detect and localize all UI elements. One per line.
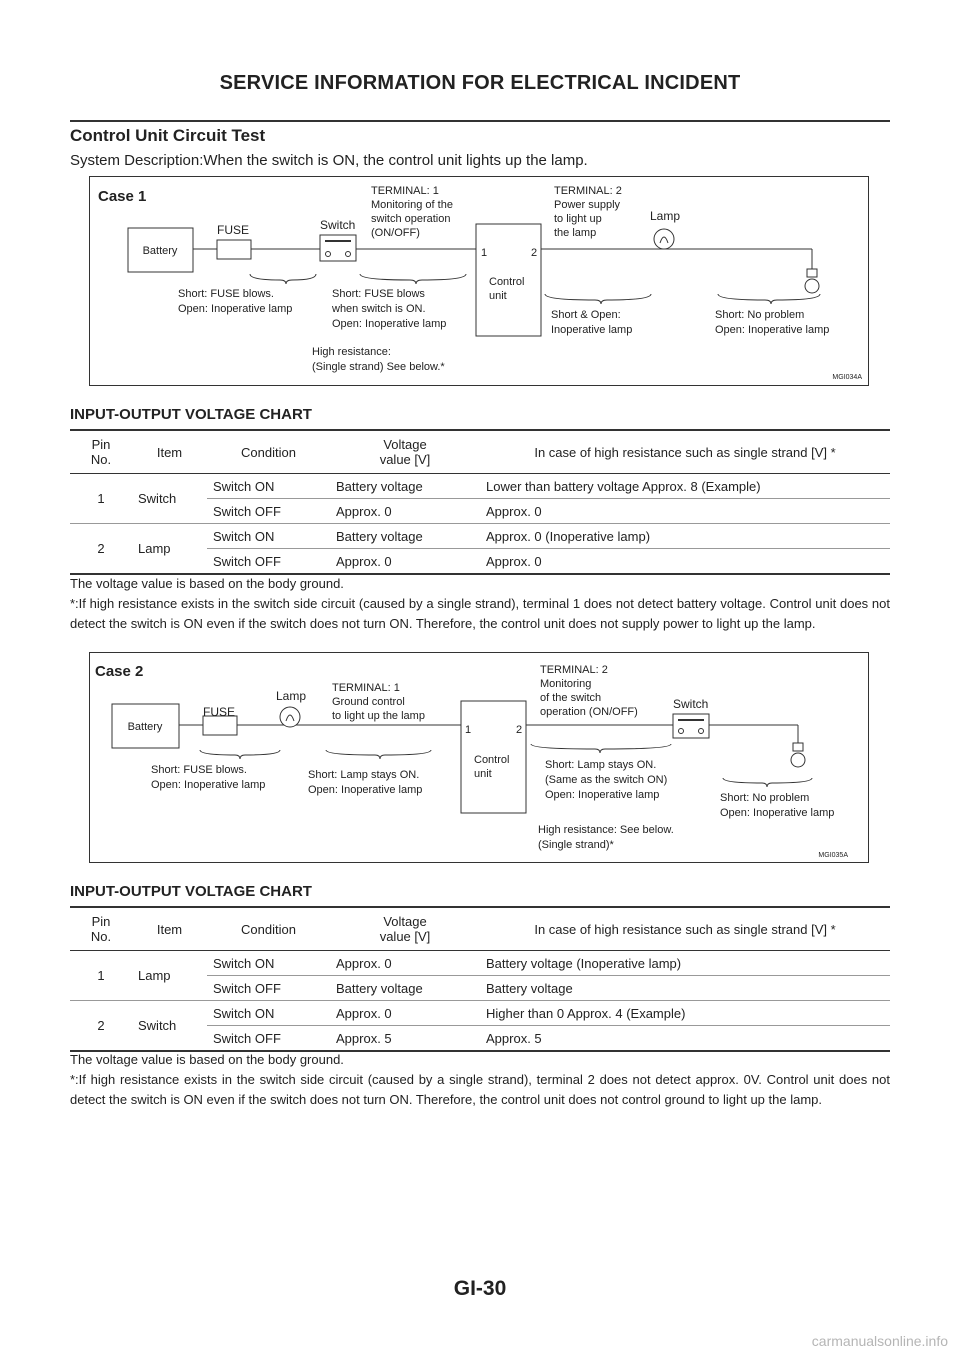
lamp-section-brace (545, 294, 651, 304)
voltage-cell: Battery voltage (330, 976, 480, 1001)
switch-section-brace (531, 744, 671, 753)
control-unit-label: Control unit (489, 276, 525, 302)
chart2-header-row (70, 907, 890, 951)
high-resistance-cell: Lower than battery voltage Approx. 8 (Example) (480, 474, 890, 499)
lamp-icon (654, 229, 674, 249)
high-resistance-cell: Approx. 0 (Inoperative lamp) (480, 524, 890, 549)
note-ground: Short: No problem Open: Inoperative lamp (720, 792, 835, 819)
ground-connector-icon (807, 269, 817, 277)
figure-code: MGI035A (818, 852, 848, 859)
case2-label: Case 2 (95, 663, 144, 680)
condition-cell: Switch OFF (213, 1030, 281, 1046)
pin1-label: 1 (481, 247, 488, 259)
chart1-note-high-resistance: *:If high resistance exists in the switch side circuit (caused by a single strand), terminal 1 does not detect battery voltage. Control unit does not detect the switch is ON even if the switch does not turn ON. Therefore, the control unit does not supply power to light up the lamp. (70, 596, 890, 631)
header-pin: Pin No. (70, 907, 132, 951)
condition-cell: Switch ON (207, 474, 330, 499)
pin2-label: 2 (531, 247, 538, 259)
lamp-label: Lamp (650, 209, 681, 223)
high-resistance-cell: Approx. 5 (486, 1030, 542, 1046)
voltage-cell: Approx. 0 (330, 951, 480, 976)
header-divider (70, 120, 890, 122)
table-row (70, 524, 890, 549)
page-header-title: SERVICE INFORMATION FOR ELECTRICAL INCIDENT (219, 72, 741, 94)
high-resistance-cell: Higher than 0 Approx. 4 (Example) (480, 1001, 890, 1026)
condition-cell: Switch OFF (207, 976, 330, 1001)
lamp-icon (280, 707, 300, 727)
condition-cell: Switch OFF (207, 499, 330, 524)
switch-terminal-icon (346, 252, 351, 257)
watermark: carmanualsonline.info (811, 1333, 948, 1349)
ground-icon (805, 279, 819, 293)
header-voltage: Voltage value [V] (330, 907, 480, 951)
header-voltage: Voltage value [V] (330, 430, 480, 474)
condition-cell: Switch OFF (213, 553, 281, 569)
ground-section-brace (718, 294, 820, 304)
chart2-note-high-resistance: *:If high resistance exists in the switch side circuit (caused by a single strand), terminal 2 does not detect approx. 0V. Control unit does not detect the switch is ON even if the switch does not turn ON. Therefore, the control unit does not control ground to light up the lamp. (70, 1072, 890, 1107)
table-row (70, 474, 890, 499)
case2-diagram-svg (90, 653, 868, 862)
chart1-title: INPUT-OUTPUT VOLTAGE CHART (70, 406, 312, 423)
figure-code: MGI034A (832, 374, 862, 381)
system-description: System Description:When the switch is ON, the control unit lights up the lamp. (70, 152, 588, 169)
voltage-cell: Battery voltage (330, 474, 480, 499)
header-condition: Condition (207, 907, 330, 951)
ground-section-brace (723, 778, 812, 787)
high-resistance-cell: Battery voltage (Inoperative lamp) (480, 951, 890, 976)
voltage-cell: Approx. 5 (336, 1030, 392, 1046)
chart1-header-row (70, 430, 890, 474)
note-lamp: Short: Lamp stays ON. Open: Inoperative lamp (308, 769, 423, 796)
pin-cell: 1 (70, 951, 132, 1001)
section-title: Control Unit Circuit Test (70, 126, 266, 145)
condition-cell: Switch ON (207, 951, 330, 976)
switch-icon (673, 714, 709, 738)
terminal1-description: TERMINAL: 1 Ground control to light up the lamp (332, 682, 425, 722)
header-condition: Condition (207, 430, 330, 474)
switch-terminal-icon (679, 729, 684, 734)
high-resistance-cell: Battery voltage (480, 976, 890, 1001)
fuse-label: FUSE (203, 705, 236, 719)
case1-diagram-svg (90, 177, 868, 385)
voltage-cell: Approx. 0 (336, 553, 392, 569)
condition-cell: Switch ON (207, 524, 330, 549)
terminal2-description: TERMINAL: 2 Monitoring of the switch operation (ON/OFF) (540, 664, 638, 718)
switch-terminal-icon (699, 729, 704, 734)
note-fuse: Short: FUSE blows. Open: Inoperative lamp (151, 764, 266, 791)
chart2-title: INPUT-OUTPUT VOLTAGE CHART (70, 883, 312, 900)
item-cell: Lamp (132, 524, 207, 575)
pin2-label: 2 (516, 724, 523, 736)
case1-circuit-diagram (89, 176, 869, 386)
fuse-section-brace (250, 274, 316, 284)
voltage-cell: Approx. 0 (330, 499, 480, 524)
condition-cell: Switch ON (207, 1001, 330, 1026)
note-ground: Short: No problem Open: Inoperative lamp (715, 309, 830, 336)
switch-label: Switch (320, 218, 356, 232)
note-switch: Short: Lamp stays ON. (Same as the switch ON) Open: Inoperative lamp (545, 759, 668, 801)
fuse-symbol (217, 240, 251, 259)
note-lamp: Short & Open: Inoperative lamp (551, 309, 633, 336)
chart2-notes (70, 1050, 890, 1110)
terminal1-description: TERMINAL: 1 Monitoring of the switch operation (ON/OFF) (371, 185, 453, 239)
pin-cell: 2 (70, 1001, 132, 1052)
voltage-cell: Battery voltage (330, 524, 480, 549)
page-number: GI-30 (453, 1277, 507, 1300)
lamp-label: Lamp (276, 689, 307, 703)
chart1-note-ground: The voltage value is based on the body ground. (70, 576, 344, 591)
high-resistance-cell: Approx. 0 (486, 553, 542, 569)
ground-icon (791, 753, 805, 767)
chart2-note-ground: The voltage value is based on the body ground. (70, 1052, 344, 1067)
fuse-label: FUSE (217, 223, 250, 237)
chart2-table (70, 906, 890, 1052)
switch-icon (320, 235, 356, 261)
pin-cell: 2 (70, 524, 132, 575)
high-resistance-cell: Approx. 0 (480, 499, 890, 524)
ground-connector-icon (793, 743, 803, 751)
note-switch: Short: FUSE blows when switch is ON. Open: Inoperative lamp (332, 288, 447, 330)
terminal2-description: TERMINAL: 2 Power supply to light up the lamp (554, 185, 622, 239)
header-high-resistance: In case of high resistance such as single strand [V] * (480, 430, 890, 474)
chart1-table (70, 429, 890, 575)
item-cell: Switch (132, 474, 207, 524)
control-unit-label: Control unit (474, 754, 510, 780)
item-cell: Lamp (132, 951, 207, 1001)
case2-circuit-diagram (89, 652, 869, 863)
switch-section-brace (360, 274, 466, 284)
fuse-section-brace (200, 750, 280, 759)
table-row (70, 951, 890, 976)
lamp-section-brace (326, 750, 431, 759)
case1-label: Case 1 (98, 188, 147, 205)
header-high-resistance: In case of high resistance such as single strand [V] * (480, 907, 890, 951)
note-high-resistance: High resistance: See below. (Single strand)* (538, 824, 674, 851)
switch-terminal-icon (326, 252, 331, 257)
chart1-notes (70, 574, 890, 634)
note-fuse: Short: FUSE blows. Open: Inoperative lamp (178, 288, 293, 315)
switch-label: Switch (673, 697, 709, 711)
voltage-cell: Approx. 0 (330, 1001, 480, 1026)
pin-cell: 1 (70, 474, 132, 524)
battery-label: Battery (142, 245, 178, 257)
header-item: Item (132, 907, 207, 951)
header-pin: Pin No. (70, 430, 132, 474)
header-item: Item (132, 430, 207, 474)
note-high-resistance: High resistance: (Single strand) See below.* (312, 346, 445, 373)
pin1-label: 1 (465, 724, 472, 736)
item-cell: Switch (132, 1001, 207, 1052)
table-row (70, 1001, 890, 1026)
battery-label: Battery (127, 721, 163, 733)
